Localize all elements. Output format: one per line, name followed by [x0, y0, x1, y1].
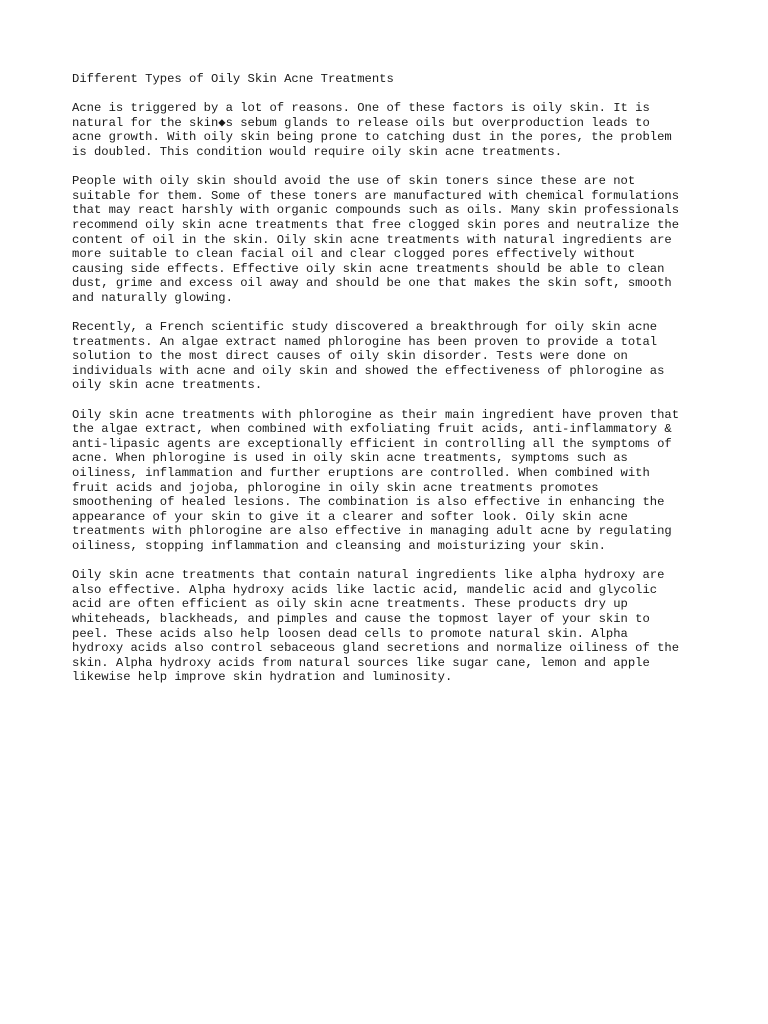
paragraph-line: appearance of your skin to give it a clearer and softer look. Oily skin acne [72, 509, 628, 524]
paragraph-line: and naturally glowing. [72, 290, 233, 305]
paragraph-line: Acne is triggered by a lot of reasons. One of these factors is oily skin. It is [72, 101, 650, 116]
paragraph-line: oiliness, stopping inflammation and cleansing and moisturizing your skin. [72, 539, 606, 553]
paragraph-line: acne. When phlorogine is used in oily skin acne treatments, symptoms such as [72, 451, 628, 466]
paragraph-line: hydroxy acids also control sebaceous gland secretions and normalize oiliness of the [72, 641, 680, 656]
paragraph-1 [72, 101, 712, 159]
paragraph-line: whiteheads, blackheads, and pimples and cause the topmost layer of your skin to [72, 611, 650, 626]
paragraph-line: smoothening of healed lesions. The combination is also effective in enhancing the [72, 495, 665, 510]
paragraph-line: peel. These acids also help loosen dead cells to promote natural skin. Alpha [72, 626, 628, 641]
paragraph-line: is doubled. This condition would require oily skin acne treatments. [72, 144, 563, 159]
paragraph-line: oiliness, inflammation and further eruptions are controlled. When combined with [72, 466, 650, 481]
paragraph-line: fruit acids and jojoba, phlorogine in oily skin acne treatments promotes [72, 480, 599, 495]
paragraph-line: People with oily skin should avoid the use of skin toners since these are not [72, 174, 636, 189]
paragraph-line: oily skin acne treatments. [72, 378, 263, 393]
paragraph-2 [72, 174, 712, 305]
paragraph-line: solution to the most direct causes of oily skin disorder. Tests were done on [72, 349, 628, 364]
paragraph-4 [72, 408, 712, 554]
paragraph-line: recommend oily skin acne treatments that free clogged skin pores and neutralize the [72, 217, 680, 232]
paragraph-3 [72, 320, 712, 393]
paragraph-line: more suitable to clean facial oil and clear clogged pores effectively without [72, 247, 636, 262]
paragraph-line: skin. Alpha hydroxy acids from natural sources like sugar cane, lemon and apple [72, 655, 650, 670]
paragraph-line: natural for the skin◆s sebum glands to release oils but overproduction leads to [72, 115, 650, 130]
paragraph-line: that may react harshly with organic compounds such as oils. Many skin professionals [72, 203, 680, 218]
paragraph-line: also effective. Alpha hydroxy acids like lactic acid, mandelic acid and glycolic [72, 582, 658, 597]
paragraph-line: Oily skin acne treatments with phlorogine as their main ingredient have proven that [72, 407, 680, 422]
document-page [72, 72, 712, 700]
paragraph-line: acne growth. With oily skin being prone to catching dust in the pores, the problem [72, 130, 672, 145]
paragraph-line: anti-lipasic agents are exceptionally efficient in controlling all the symptoms of [72, 436, 672, 451]
paragraph-line: acid are often efficient as oily skin acne treatments. These products dry up [72, 597, 628, 612]
paragraph-line: Recently, a French scientific study discovered a breakthrough for oily skin acne [72, 320, 658, 335]
paragraph-line: treatments with phlorogine are also effective in managing adult acne by regulating [72, 524, 672, 539]
paragraph-line: suitable for them. Some of these toners are manufactured with chemical formulations [72, 188, 680, 203]
document-title: Different Types of Oily Skin Acne Treatments [72, 72, 394, 86]
paragraph-line: treatments. An algae extract named phlorogine has been proven to provide a total [72, 334, 658, 349]
paragraph-line: content of oil in the skin. Oily skin acne treatments with natural ingredients are [72, 232, 672, 247]
paragraph-5 [72, 568, 712, 685]
paragraph-line: dust, grime and excess oil away and should be one that makes the skin soft, smooth [72, 276, 672, 291]
paragraph-line: individuals with acne and oily skin and showed the effectiveness of phlorogine as [72, 363, 665, 378]
paragraph-line: causing side effects. Effective oily skin acne treatments should be able to clean [72, 261, 665, 276]
paragraph-line: the algae extract, when combined with exfoliating fruit acids, anti-inflammatory & [72, 422, 672, 437]
paragraph-line: Oily skin acne treatments that contain natural ingredients like alpha hydroxy are [72, 568, 665, 583]
paragraph-line: likewise help improve skin hydration and luminosity. [72, 670, 453, 685]
